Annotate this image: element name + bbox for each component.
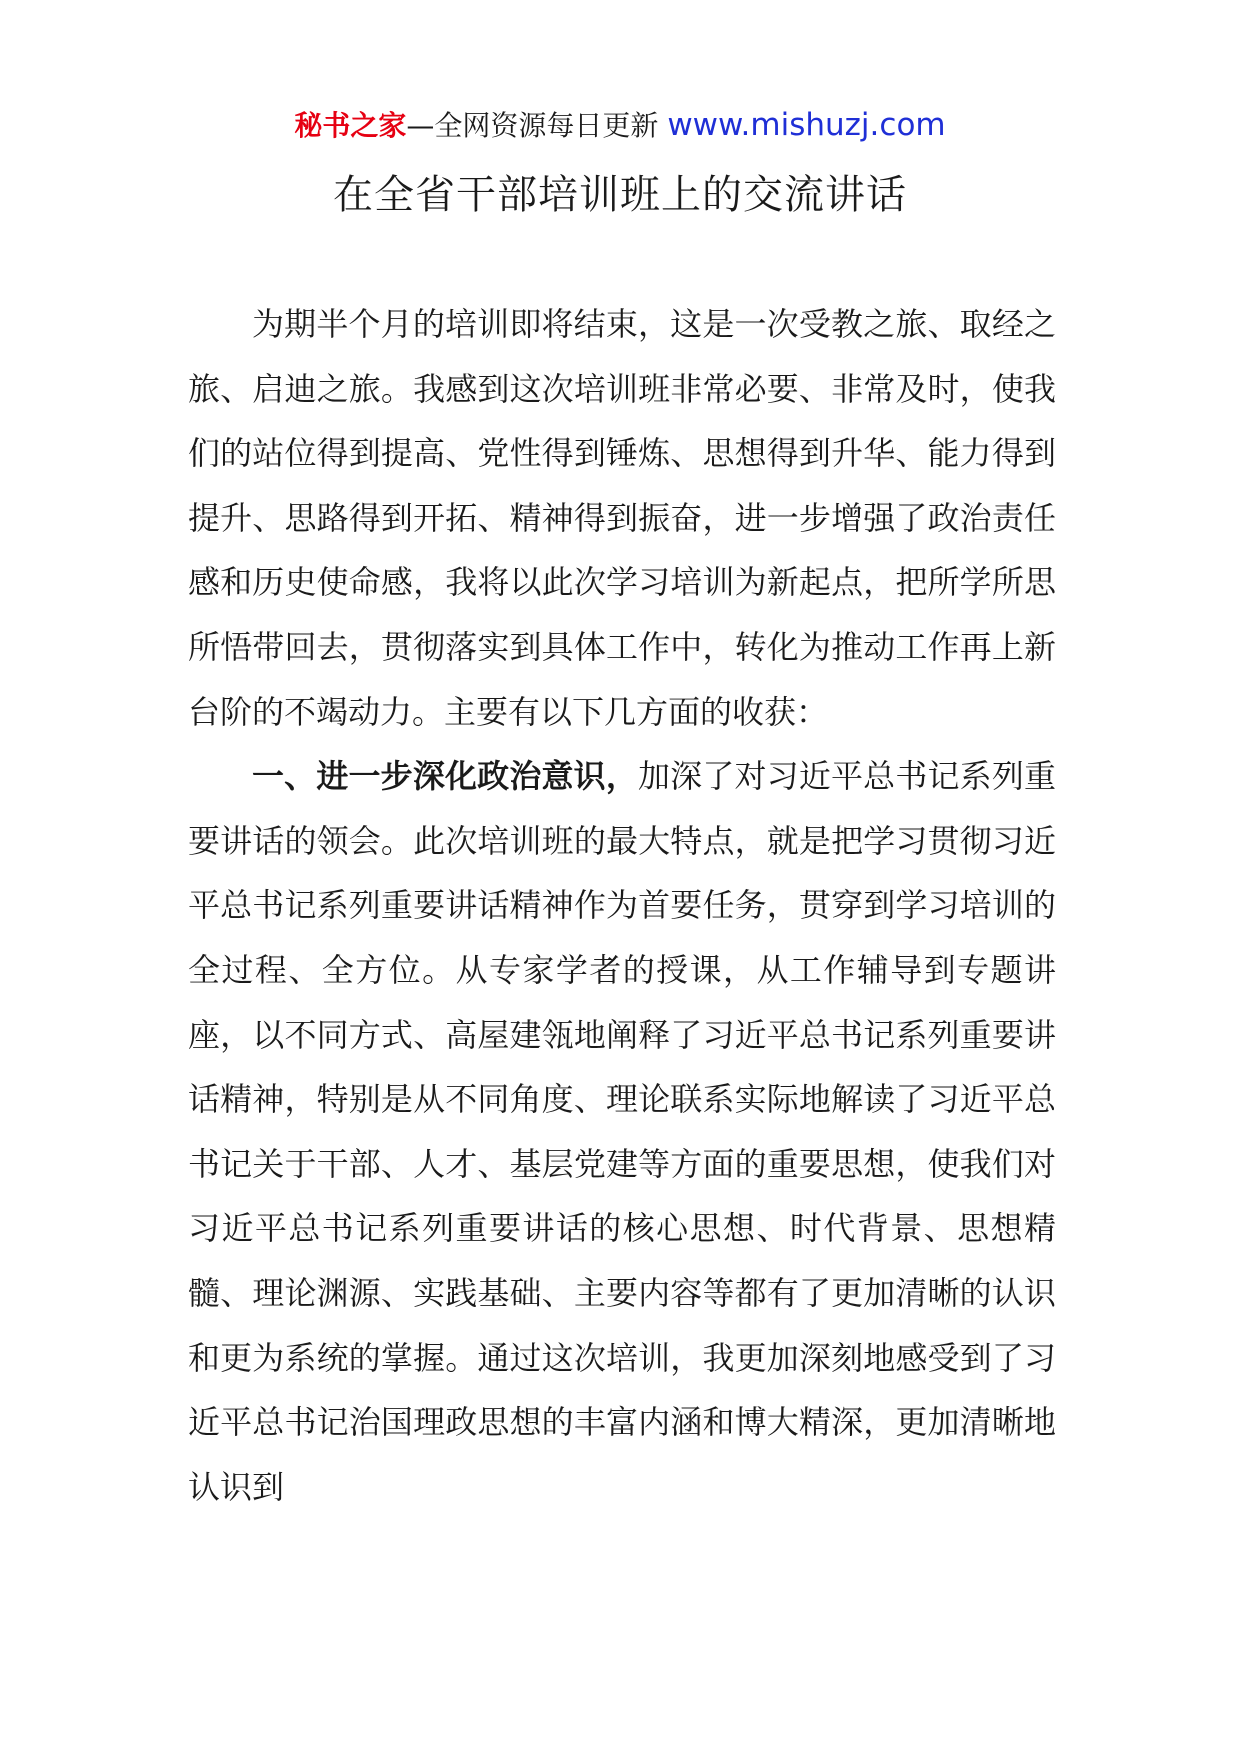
document-title: 在全省干部培训班上的交流讲话 <box>333 172 907 218</box>
document-body <box>188 292 1056 1519</box>
paragraph <box>188 292 1056 744</box>
section-heading: 一、进一步深化政治意识， <box>252 757 638 796</box>
site-brand: 秘书之家 <box>294 109 407 142</box>
site-header <box>0 100 1240 151</box>
paragraph <box>188 744 1056 1519</box>
paragraph-text: 加深了对习近平总书记系列重要讲话的领会。此次培训班的最大特点，就是把学习贯彻习近平总书记系列重要讲话精神作为首要任务，贯穿到学习培训的全过程、全方位。从专家学者的授课，从工作辅导到专题讲座，以不同方式、高屋建瓴地阐释了习近平总书记系列重要讲话精神，特别是从不同角度、理论联系实际地解读了习近平总书记关于干部、人才、基层党建等方面的重要思想，使我们对习近平总书记系列重要讲话的核心思想、时代背景、思想精髓、理论渊源、实践基础、主要内容等都有了更加清晰的认识和更为系统的掌握。通过这次培训，我更加深刻地感受到了习近平总书记治国理政思想的丰富内涵和博大精深，更加清晰地认识到 <box>188 757 1056 1506</box>
site-url-link[interactable]: www.mishuzj.com <box>667 107 946 143</box>
paragraph-text: 为期半个月的培训即将结束，这是一次受教之旅、取经之旅、启迪之旅。我感到这次培训班非常必要、非常及时，使我们的站位得到提高、党性得到锤炼、思想得到升华、能力得到提升、思路得到开拓、精神得到振奋，进一步增强了政治责任感和历史使命感，我将以此次学习培训为新起点，把所学所思所悟带回去，贯彻落实到具体工作中，转化为推动工作再上新台阶的不竭动力。主要有以下几方面的收获： <box>188 305 1056 731</box>
site-slogan: —全网资源每日更新 <box>406 109 659 142</box>
